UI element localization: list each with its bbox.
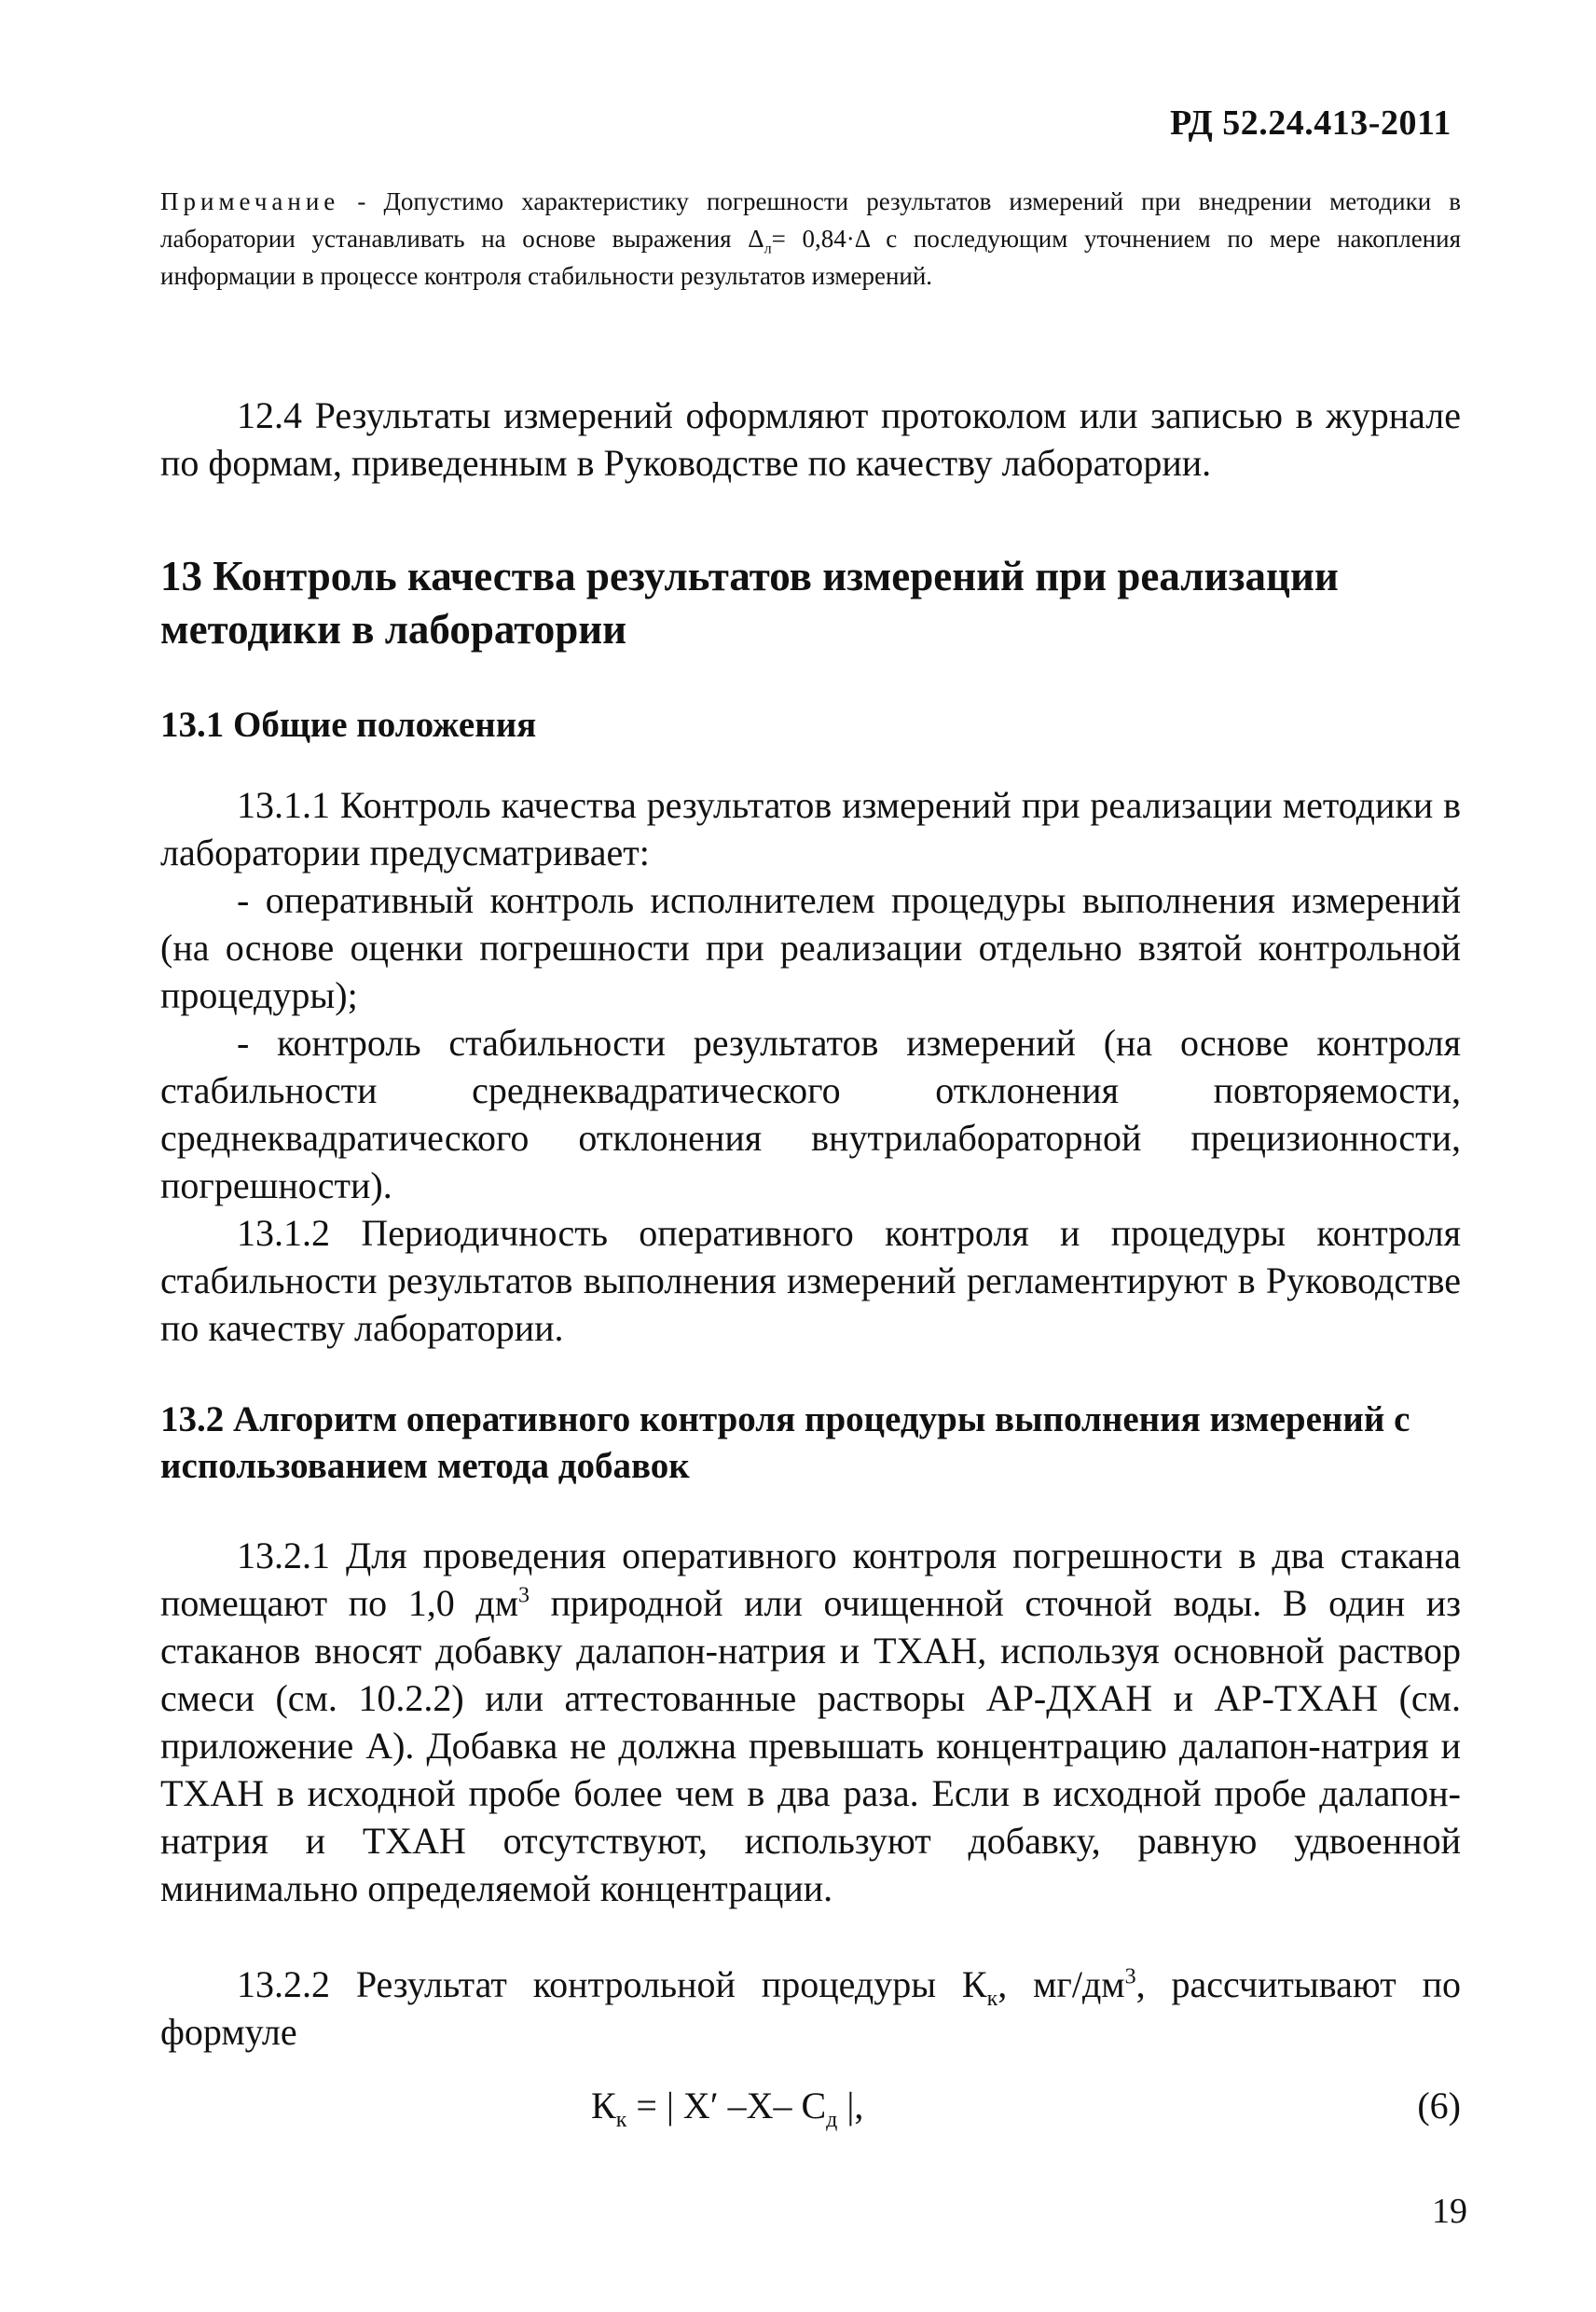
page-number: 19 xyxy=(1432,2192,1467,2231)
paragraph-13-2-1-text-b: природной или очищенной сточной воды. В один из стаканов вносят добавку далапон-натрия и ТХАН, используя основной раствор смеси (см. 10.2.2) или аттестованные растворы АР-ДХАН и АР-ТХАН (см. приложение А). Добавка не должна превышать концентрацию далапон-натрия и ТХАН в исходной пробе более чем в два раза. Если в исходной пробе далапон-натрия и ТХАН отсутствуют, используют добавку, равную удвоенной минимально определяемой концентрации. xyxy=(160,1582,1462,1909)
formula-expression xyxy=(591,2084,864,2132)
subscript-k: к xyxy=(986,1987,998,2011)
note-label: Примечание xyxy=(160,187,340,215)
formula-lhs: К xyxy=(591,2085,616,2126)
document-code: РД 52.24.413-2011 xyxy=(1170,103,1452,143)
superscript-3: 3 xyxy=(1124,1964,1136,1989)
note-text-1: - Допустимо характеристику погрешности результатов измерений при внедрении методики в лаборатории устанавливать на основе выражения Δ xyxy=(160,187,1461,253)
section-13-heading: 13 Контроль качества результатов измерений при реализации методики в лаборатории xyxy=(160,553,1339,653)
paragraph-13-2-1-block xyxy=(160,1532,1461,1912)
list-item-stability-control: - контроль стабильности результатов измерений (на основе контроля стабильности среднеквадратического отклонения повторяемости, среднеквадратического отклонения внутрилабораторной прецизионности, погрешности). xyxy=(160,1022,1461,1206)
paragraph-13-2-2-text-b: , мг/дм xyxy=(998,1963,1125,2005)
formula-6 xyxy=(160,2084,1461,2140)
superscript-3: 3 xyxy=(518,1583,530,1608)
paragraph-12-4: 12.4 Результаты измерений оформляют протоколом или записью в журнале по формам, приведенным в Руководстве по качеству лаборатории. xyxy=(160,394,1461,484)
formula-number: (6) xyxy=(1417,2085,1461,2126)
formula-c-subscript: д xyxy=(826,2108,838,2132)
note-text-2: = 0,84·Δ с последующим уточнением по мере накопления информации в процессе контроля стабильности результатов измерений. xyxy=(160,225,1461,290)
paragraph-13-1-2: 13.1.2 Периодичность оперативного контроля и процедуры контроля стабильности результатов выполнения измерений регламентируют в Руководстве по качеству лаборатории. xyxy=(160,1212,1461,1349)
section-13-1-heading: 13.1 Общие положения xyxy=(160,705,537,745)
section-13-2-heading: 13.2 Алгоритм оперативного контроля процедуры выполнения измерений с использованием метода добавок xyxy=(160,1399,1410,1486)
note-subscript: л xyxy=(764,240,772,257)
paragraph-13-2-1 xyxy=(160,1532,1461,1912)
list-item-operative-control: - оперативный контроль исполнителем процедуры выполнения измерений (на основе оценки погрешности при реализации отдельно взятой контрольной процедуры); xyxy=(160,879,1461,1016)
paragraph-13-2-2 xyxy=(160,1961,1461,2056)
paragraph-13-2-2-text-c: , рассчитывают по формуле xyxy=(160,1963,1461,2053)
paragraph-13-2-2-text-a: 13.2.2 Результат контрольной процедуры К xyxy=(237,1963,987,2005)
paragraph-13-2-1-text-a: 13.2.1 Для проведения оперативного контроля погрешности в два стакана помещают по 1,0 дм xyxy=(160,1534,1461,1624)
note-block xyxy=(160,183,1461,295)
paragraph-13-2-2-block xyxy=(160,1961,1461,2056)
paragraph-12-4-block xyxy=(160,392,1461,487)
section-13-1-body xyxy=(160,781,1461,1352)
formula-tail: |, xyxy=(837,2085,864,2126)
formula-body: = | X′ –X– C xyxy=(626,2085,827,2126)
paragraph-13-1-1: 13.1.1 Контроль качества результатов измерений при реализации методики в лаборатории предусматривает: xyxy=(160,784,1461,874)
formula-lhs-subscript: к xyxy=(615,2108,627,2132)
